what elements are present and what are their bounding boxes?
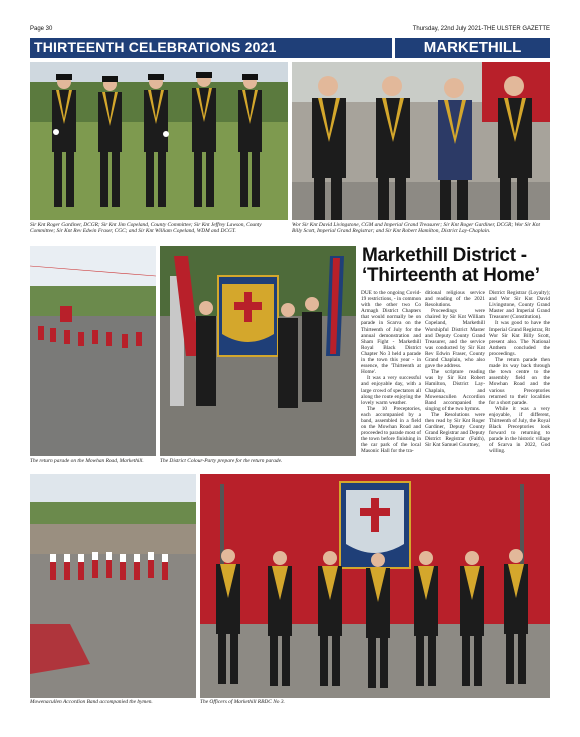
paragraph: ditional religious service and reading of the 2021 Resolutions. — [425, 290, 485, 309]
article-column-2 — [425, 290, 485, 448]
paragraph: The scripture reading was by Sir Knt Robert Hamilton, District Lay-Chaplain, and Mowenacullen Accordion Band accompanied the singing of the two hymns. — [425, 369, 485, 412]
article-column-1 — [361, 290, 421, 455]
caption-photo4: The District Colour-Party prepare for the return parade. — [160, 458, 283, 464]
caption-photo3: The return parade on the Mowhan Road, Markethill. — [30, 458, 144, 464]
headline-line-1: Markethill District - — [362, 245, 527, 266]
headline-line-2: ‘Thirteenth at Home’ — [362, 265, 540, 286]
paragraph: DUE to the ongoing Covid-19 restrictions, - in common with the other two Co Armagh District Chapters that would normally be on parade in Scarva on the Thirteenth of July for the annual demonstration and Sham Fight - Markethill Royal Black District Chapter No 3 held a parade in the town this year - in essence, the 'Thirteenth at Home'. — [361, 290, 421, 376]
paragraph: District Registrar (Loyalty); and Wor Sir Knt David Livingstone, County Grand Master and Imperial Grand Treasurer (Constitution). — [489, 290, 550, 321]
date-line: Thursday, 22nd July 2021-THE ULSTER GAZETTE — [412, 26, 550, 32]
paragraph: The 10 Preceptories, each accompanied by a band, assembled in a field on the Mowhan Road and proceeded to parade most of the town before finishing in the car park of the local Masonic Hall for the tra- — [361, 405, 422, 455]
page-header-line — [30, 24, 550, 38]
paragraph: It was a very successful and enjoyable day, with a large crowd of spectators all along the route enjoying the lovely warm weather. — [361, 375, 421, 406]
photo-five-officers — [30, 62, 288, 220]
caption-photo6: The Officers of Markethill RBDC No 3. — [200, 699, 285, 705]
paragraph: It was good to have the Imperial Grand Registrar, Rt Wor Sir Knt Billy Scott, present also. The National Anthem concluded the proceedings. — [489, 320, 550, 357]
caption-photo2: Wor Sir Knt David Livingstone, CGM and Imperial Grand Treasurer; Sir Knt Roger Gardiner, DCGR; Wor Sir Knt Billy Scott, Imperial Grand Registrar; and Sir Knt Robert Hamilton, District Lay-Chaplain. — [292, 222, 541, 235]
paragraph: Proceedings were chaired by Sir Knt William Copeland, Markethill Worshipful District Master and Deputy County Grand Treasurer, and the service was conducted by Sir Knt Rev Edwin Fraser, County Grand Chaplain, who also gave the address. — [425, 308, 485, 370]
photo-four-officers — [292, 62, 550, 220]
page-number: Page 30 — [30, 26, 53, 32]
photo-accordion-band — [30, 474, 196, 698]
section-title: THIRTEENTH CELEBRATIONS 2021 — [34, 39, 277, 55]
paragraph: While it was a very enjoyable, if different, Thirteenth of July, the Royal Black Preceptories look forward to returning to parade in the historic village of Scarva in 2022, God willing. — [489, 405, 550, 455]
article-column-3 — [489, 290, 550, 455]
section-banner — [30, 38, 550, 58]
article-headline — [362, 246, 552, 286]
paragraph: The Resolutions were then read by Sir Knt Roger Gardiner, Deputy County Grand Registrar and Deputy District Registrar (Faith), Sir Knt Samuel Courtney, — [425, 411, 485, 449]
caption-photo5: Mowenacullen Accordion Band accompanied the bymen. — [30, 699, 153, 705]
caption-photo1: Sir Knt Roger Gardiner, DCGR; Sir Knt Jim Copeland, County Committee; Sir Knt Jeffrey Lawson, County Committee; Sir Knt Rev Edwin Fraser, CGC; and Sir Knt William Copeland, WDM and DCGT. — [30, 222, 262, 235]
paragraph: The return parade then made its way back through the town centre to the assembly field on the Mowhan Road and the various Preceptories returned to their localities for a short parade. — [489, 357, 550, 406]
photo-officers-banner — [200, 474, 550, 698]
photo-colour-party — [160, 246, 356, 456]
photo-return-parade — [30, 246, 156, 456]
area-title: MARKETHILL — [392, 38, 550, 58]
banner-flag-icon — [218, 276, 278, 356]
